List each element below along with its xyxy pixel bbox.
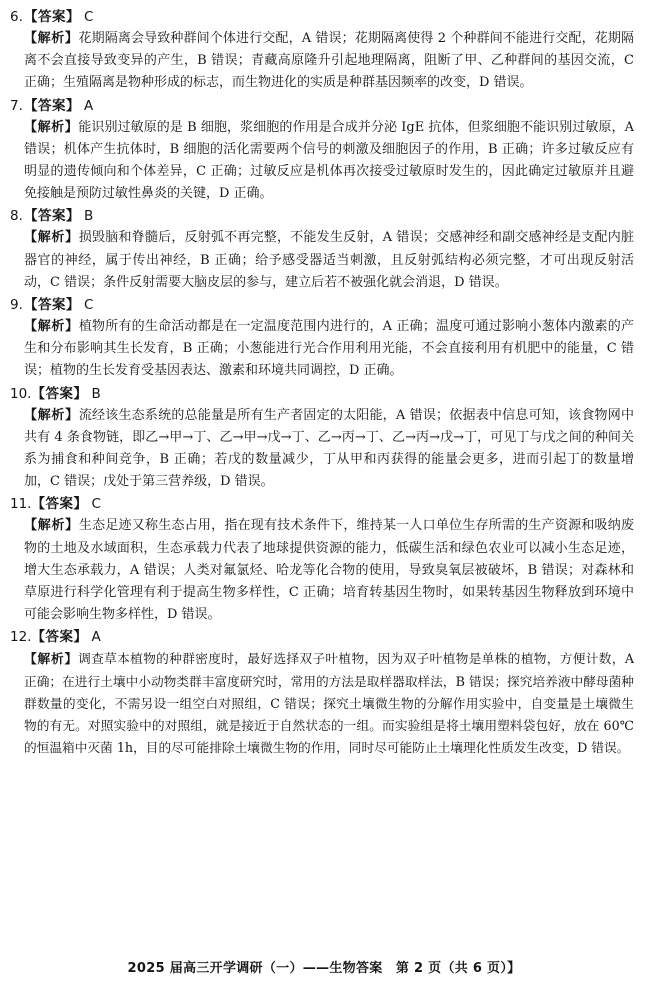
- analysis-paragraph: [10, 316, 634, 383]
- analysis-text: 流经该生态系统的总能量是所有生产者固定的太阳能，A 错误；依据表中信息可知，该食物网中共有 4 条食物链，即乙→甲→丁、乙→甲→戊→丁、乙→丙→丁、乙→丙→戊→丁，可见丁与戊之间的种间关系为捕食和种间竞争，B 正确；若戊的数量减少，丁从甲和丙获得的能量会更多，进而引起丁的数量增加，C 错误；戊处于第三营养级，D 错误。: [24, 407, 634, 490]
- question-number: 9.: [10, 297, 23, 314]
- analysis-label: 【解析】: [24, 230, 79, 246]
- answer-item: [10, 6, 634, 95]
- answer-choice: C: [91, 496, 101, 513]
- analysis-text: 植物所有的生命活动都是在一定温度范围内进行的，A 正确；温度可通过影响小葱体内激素的产生和分布影响其生长发育，B 正确；小葱能进行光合作用利用光能，不会直接利用有机肥中的能量，C 错误；植物的生长发育受基因表达、激素和环境共同调控，D 正确。: [24, 319, 634, 379]
- answer-item: [10, 493, 634, 626]
- answer-choice: A: [91, 629, 101, 646]
- analysis-paragraph: [10, 405, 634, 494]
- answer-header: [10, 294, 634, 316]
- analysis-paragraph: [10, 515, 634, 626]
- answer-label: 【答案】: [24, 208, 80, 225]
- answer-choice: C: [84, 297, 94, 314]
- question-number: 11.: [10, 496, 32, 513]
- analysis-text: 生态足迹又称生态占用，指在现有技术条件下，维持某一人口单位生存所需的生产资源和吸纳废物的土地及水域面积，生态承载力代表了地球提供资源的能力，低碳生活和绿色农业可以减小生态足迹，增大生态承载力，A 错误；人类对氟氯烃、哈龙等化合物的使用，导致臭氧层被破坏，B 错误；对森林和草原进行科学化管理有利于提高生物多样性，C 正确；培育转基因生物时，如果转基因生物释放到环境中可能会影响生物多样性，D 错误。: [24, 518, 634, 623]
- answer-header: [10, 6, 634, 28]
- analysis-text: 能识别过敏原的是 B 细胞，浆细胞的作用是合成并分泌 IgE 抗体，但浆细胞不能识别过敏原，A 错误；机体产生抗体时，B 细胞的活化需要两个信号的刺激及细胞因子的作用，B 正确；许多过敏反应有明显的遗传倾向和个体差异，C 正确；过敏反应是机体再次接受过敏原时发生的，因此确定过敏原并且避免接触是预防过敏性鼻炎的关键，D 正确。: [24, 119, 634, 202]
- analysis-paragraph: [10, 227, 634, 294]
- answer-label: 【答案】: [24, 97, 80, 114]
- answer-list: [10, 6, 634, 759]
- answer-header: [10, 493, 634, 515]
- answer-item: [10, 294, 634, 383]
- answer-item: [10, 205, 634, 294]
- analysis-text: 花期隔离会导致种群间个体进行交配，A 错误；花期隔离使得 2 个种群间不能进行交配，花期隔离不会直接导致变异的产生，B 错误；青藏高原隆升引起地理隔离，阻断了甲、乙种群间的基因交流，C 正确；生殖隔离是物种形成的标志，而生物进化的实质是种群基因频率的改变，D 错误。: [24, 31, 634, 91]
- analysis-label: 【解析】: [24, 651, 79, 667]
- answer-choice: B: [84, 208, 94, 225]
- question-number: 10.: [10, 385, 32, 402]
- question-number: 8.: [10, 208, 23, 225]
- answer-label: 【答案】: [31, 629, 88, 646]
- answer-item: [10, 626, 634, 759]
- analysis-text: 损毁脑和脊髓后，反射弧不再完整，不能发生反射，A 错误；交感神经和副交感神经是支配内脏器官的神经，属于传出神经，B 正确；给予感受器适当刺激，且反射弧结构必须完整，才可出现反射活动，C 错误；条件反射需要大脑皮层的参与，建立后若不被强化就会消退，D 错误。: [24, 230, 634, 290]
- answer-label: 【答案】: [31, 496, 88, 513]
- answer-choice: C: [84, 9, 94, 25]
- answer-header: [10, 95, 634, 117]
- analysis-label: 【解析】: [24, 31, 79, 46]
- question-number: 7.: [10, 97, 23, 114]
- answer-label: 【答案】: [31, 385, 88, 402]
- answer-label: 【答案】: [24, 297, 80, 314]
- answer-choice: B: [91, 385, 101, 402]
- analysis-text: 调查草本植物的种群密度时，最好选择双子叶植物，因为双子叶植物是单株的植物，方便计数，A 正确；在进行土壤中小动物类群丰富度研究时，常用的方法是取样器取样法，B 错误；探究培养液中酵母菌种群数量的变化，不需另设一组空白对照组，C 错误；探究土壤微生物的分解作用实验中，自变量是土壤微生物的有无。对照实验中的对照组，就是接近于自然状态的一组。而实验组是将土壤用塑料袋包好，放在 60℃ 的恒温箱中灭菌 1h，目的尽可能排除土壤微生物的作用，同时尽可能防止土壤理化性质发生改变，D 错误。: [24, 651, 634, 756]
- answer-label: 【答案】: [24, 9, 80, 25]
- question-number: 6.: [10, 9, 23, 25]
- analysis-label: 【解析】: [24, 518, 79, 534]
- analysis-paragraph: [10, 28, 634, 95]
- analysis-paragraph: [10, 117, 634, 206]
- answer-header: [10, 205, 634, 227]
- answer-header: [10, 383, 634, 405]
- answer-item: [10, 95, 634, 206]
- answer-choice: A: [84, 97, 94, 114]
- analysis-label: 【解析】: [24, 119, 79, 135]
- analysis-label: 【解析】: [24, 319, 79, 335]
- analysis-paragraph: [10, 648, 634, 759]
- answer-item: [10, 383, 634, 494]
- page-footer: 2025 届高三开学调研（一）——生物答案 第 2 页（共 6 页）】: [127, 961, 521, 976]
- question-number: 12.: [10, 629, 32, 646]
- answer-header: [10, 626, 634, 648]
- analysis-label: 【解析】: [24, 407, 79, 423]
